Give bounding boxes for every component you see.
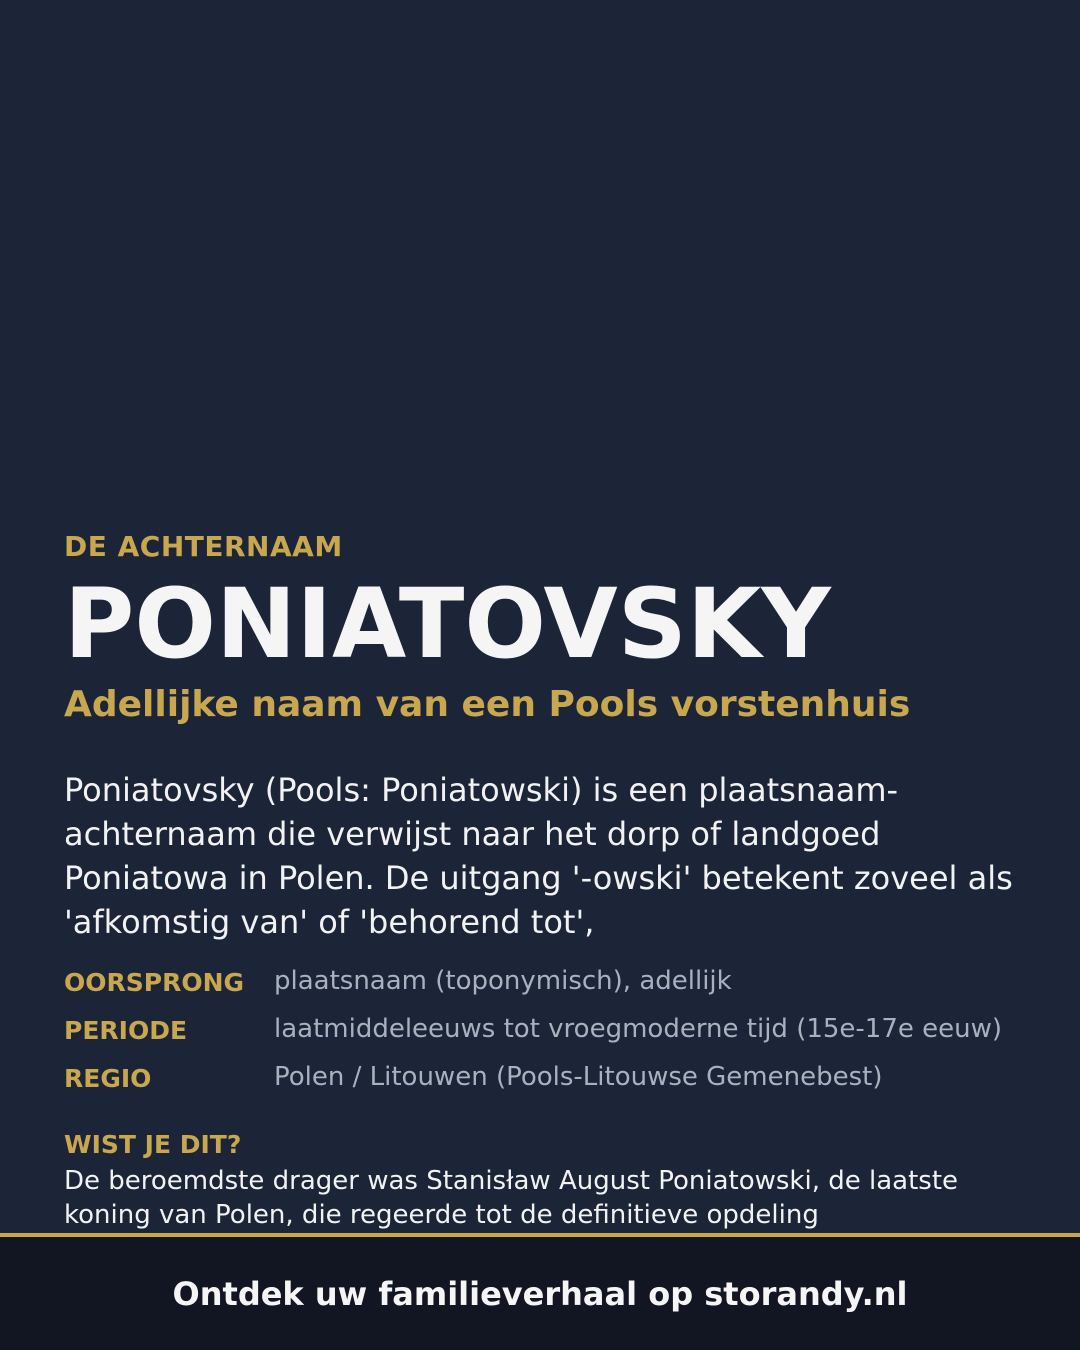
fact-label: REGIO: [64, 1064, 152, 1093]
fact-row-origin: [64, 964, 1016, 1000]
fact-label: OORSPRONG: [64, 968, 245, 997]
trivia-text: De beroemdste drager was Stanisław August Poniatowski, de laatste koning van Polen, die regeerde tot de definitieve opdeling: [64, 1166, 959, 1230]
fact-label: PERIODE: [64, 1016, 188, 1045]
surname-subtitle: Adellijke naam van een Pools vorstenhuis: [64, 684, 911, 725]
surname-description: Poniatovsky (Pools: Poniatowski) is een plaatsnaam-achternaam die verwijst naar het dorp of landgoed Poniatowa in Polen. De uitgang '-owski' betekent zoveel als 'afkomstig van' of 'behorend tot',: [64, 771, 1013, 941]
facts-list: [64, 964, 1016, 1108]
footer-bar: [0, 1233, 1080, 1350]
fact-row-period: [64, 1012, 1016, 1048]
fact-row-region: [64, 1060, 1016, 1096]
fact-value: plaatsnaam (toponymisch), adellijk: [274, 966, 732, 996]
trivia-label: WIST JE DIT?: [64, 1130, 242, 1159]
fact-value: Polen / Litouwen (Pools-Litouwse Gemenebest): [274, 1062, 883, 1092]
eyebrow-label: DE ACHTERNAAM: [64, 530, 343, 563]
surname-title: PONIATOVSKY: [64, 568, 831, 680]
footer-cta-link[interactable]: Ontdek uw familieverhaal op storandy.nl: [172, 1274, 908, 1313]
fact-value: laatmiddeleeuws tot vroegmoderne tijd (15e-17e eeuw): [274, 1014, 1003, 1044]
